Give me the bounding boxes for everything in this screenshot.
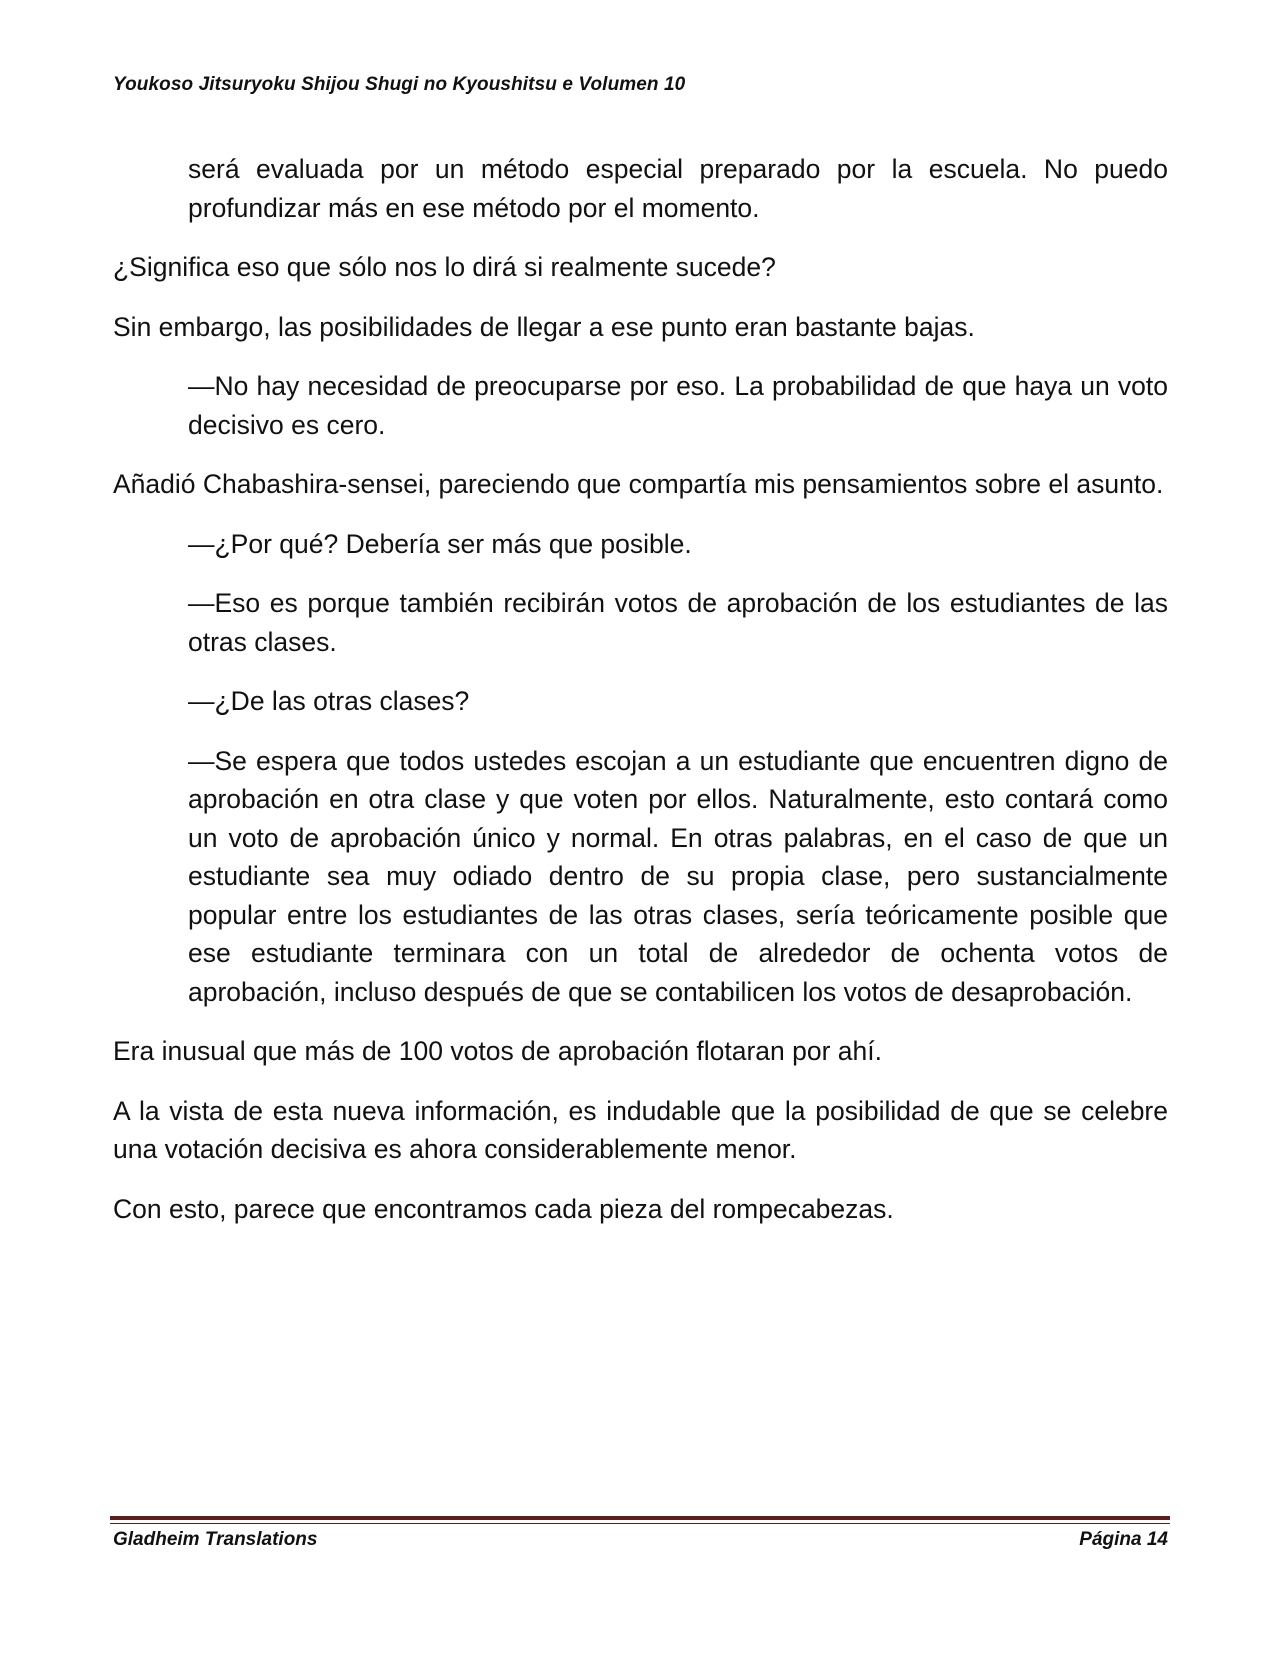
paragraph: Era inusual que más de 100 votos de aprobación flotaran por ahí.	[113, 1036, 883, 1066]
paragraph: Añadió Chabashira-sensei, pareciendo que compartía mis pensamientos sobre el asunto.	[113, 469, 1164, 499]
paragraph: —No hay necesidad de preocuparse por eso. La probabilidad de que haya un voto decisivo es cero.	[188, 371, 1168, 440]
footer-divider-thick	[110, 1516, 1170, 1520]
header-title: Youkoso Jitsuryoku Shijou Shugi no Kyoushitsu e Volumen 10	[113, 74, 686, 95]
paragraph: —¿Por qué? Debería ser más que posible.	[188, 528, 692, 559]
footer-publisher: Gladheim Translations	[113, 1529, 318, 1550]
paragraph: Con esto, parece que encontramos cada pieza del rompecabezas.	[113, 1193, 894, 1224]
document-body	[113, 150, 1168, 1249]
paragraph: ¿Significa eso que sólo nos lo dirá si realmente sucede?	[113, 252, 776, 282]
paragraph: A la vista de esta nueva información, es indudable que la posibilidad de que se celebre una votación decisiva es ahora considerablemente menor.	[113, 1095, 1168, 1164]
paragraph: será evaluada por un método especial preparado por la escuela. No puedo profundizar más en ese método por el momento.	[188, 154, 1168, 223]
paragraph: Sin embargo, las posibilidades de llegar a ese punto eran bastante bajas.	[113, 311, 975, 342]
paragraph: —Se espera que todos ustedes escojan a un estudiante que encuentren digno de aprobación en otra clase y que voten por ellos. Naturalmente, esto contará como un voto de aprobación único y normal. En otras palabras, en el caso de que un estudiante sea muy odiado dentro de su propia clase, pero sustancialmente popular entre los estudiantes de las otras clases, sería teóricamente posible que ese estudiante terminara con un total de alrededor de ochenta votos de aprobación, incluso después de que se contabilicen los votos de desaprobación.	[188, 745, 1168, 1007]
footer-divider-thin	[110, 1523, 1170, 1524]
paragraph: —¿De las otras clases?	[188, 686, 470, 716]
paragraph: —Eso es porque también recibirán votos de aprobación de los estudiantes de las otras clases.	[188, 588, 1168, 657]
page-number: Página 14	[1079, 1529, 1168, 1550]
